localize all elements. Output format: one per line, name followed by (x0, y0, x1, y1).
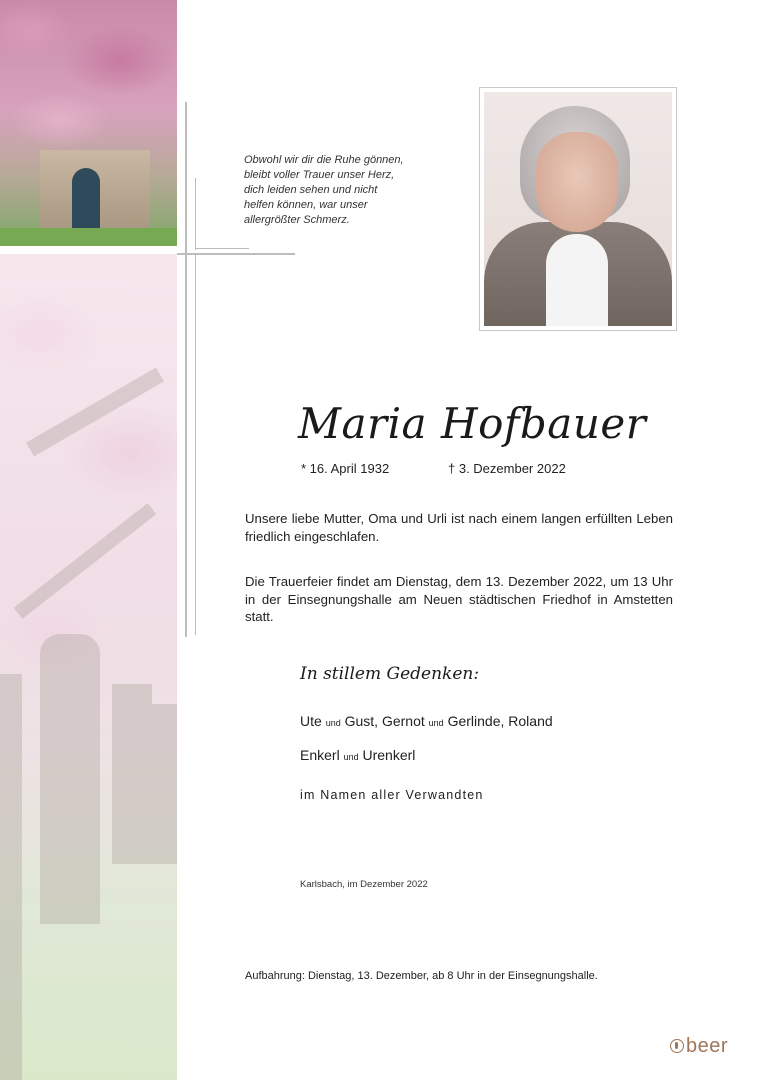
portrait-face (536, 132, 618, 232)
quote-line: allergrößter Schmerz. (244, 214, 350, 226)
portrait-photo (484, 92, 672, 326)
conjunction: und (343, 752, 359, 762)
cross-inner-vertical-line (195, 178, 196, 250)
viewing-info: Aufbahrung: Dienstag, 13. Dezember, ab 8 Uhr in der Einsegnungshalle. (245, 970, 598, 982)
quote-line: bleibt voller Trauer unser Herz, (244, 169, 395, 181)
logo-text: beer (686, 1034, 729, 1057)
conjunction: und (325, 718, 341, 728)
mourner-name: Urenkerl (362, 747, 416, 763)
announcement-paragraph: Unsere liebe Mutter, Oma und Urli ist nach einem langen erfüllten Leben friedlich eingeschlafen. (245, 511, 673, 544)
cherry-blossom-building-photo (0, 0, 177, 246)
cross-vertical-line (185, 102, 187, 637)
photo-fade-overlay (0, 254, 177, 1080)
mourner-name: Enkerl (300, 747, 340, 763)
arch-door-shape (72, 168, 100, 230)
mourner-name: Gust, Gernot (344, 713, 425, 729)
birth-date: * 16. April 1932 (301, 461, 390, 476)
mourners-line-1 (300, 712, 553, 732)
place-date: Karlsbach, im Dezember 2022 (300, 879, 428, 890)
relatives-line: im Namen aller Verwandten (300, 788, 484, 802)
deceased-name: Maria Hofbauer (298, 399, 647, 448)
quote-line: helfen können, war unser (244, 199, 368, 211)
portrait-shirt (546, 234, 608, 326)
mourner-name: Gerlinde, Roland (447, 713, 553, 729)
quote-line: Obwohl wir dir die Ruhe gönnen, (244, 154, 404, 166)
poem-quote (244, 153, 454, 228)
conjunction: und (428, 718, 444, 728)
quote-line: dich leiden sehen und nicht (244, 184, 378, 196)
cherry-blossom-trees-photo (0, 254, 177, 1080)
beer-logo (670, 1034, 728, 1058)
death-date: † 3. Dezember 2022 (448, 461, 566, 476)
memory-heading: In stillem Gedenken: (300, 664, 480, 684)
mourner-name: Ute (300, 713, 322, 729)
logo-mark-icon (670, 1039, 684, 1053)
mourners-line-2 (300, 746, 415, 766)
cross-lower-inner-line (195, 255, 196, 635)
cross-inner-horizontal-line (195, 248, 249, 249)
funeral-paragraph: Die Trauerfeier findet am Dienstag, dem 13. Dezember 2022, um 13 Uhr in der Einsegnungshalle am Neuen städtischen Friedhof in Amstetten statt. (245, 574, 673, 624)
grass-shape (0, 228, 177, 246)
